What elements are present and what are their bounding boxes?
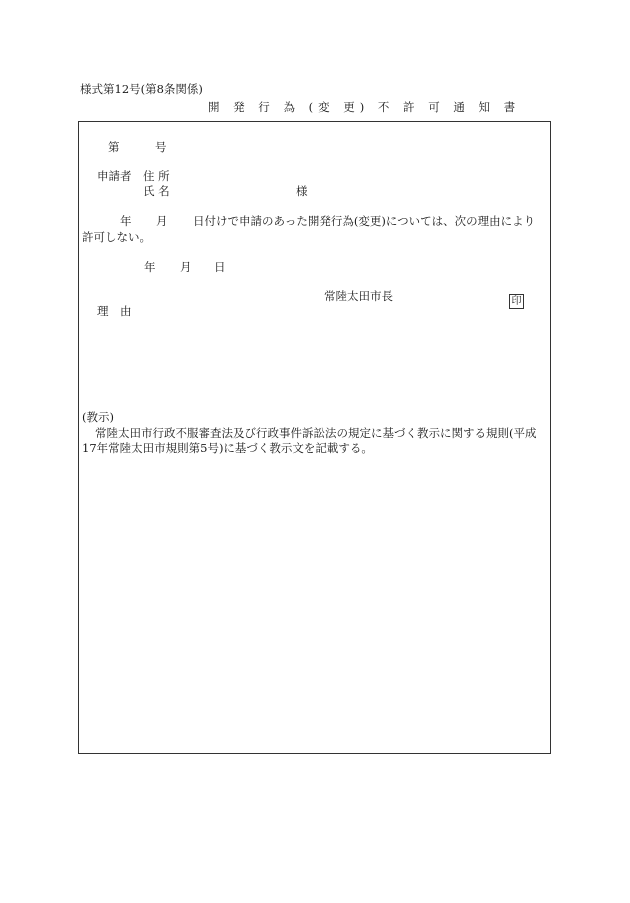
date-month: 月: [180, 260, 192, 274]
issuer-name: 常陸太田市長: [324, 289, 393, 303]
body-line2: 許可しない。: [82, 230, 151, 244]
body-year: 年: [120, 214, 132, 228]
instruction-line2: 17年常陸太田市規則第5号)に基づく教示文を記載する。: [82, 441, 373, 455]
number-go: 号: [155, 140, 167, 154]
name-label: 氏 名: [143, 184, 170, 198]
document-title: 開 発 行 為 (変 更) 不 許 可 通 知 書: [208, 100, 521, 114]
seal-mark: [509, 289, 524, 309]
body-month: 月: [156, 214, 168, 228]
address-label: 住 所: [143, 169, 170, 183]
instruction-heading: (教示): [82, 410, 114, 424]
form-label: 様式第12号(第8条関係): [80, 82, 203, 96]
date-day: 日: [214, 260, 226, 274]
seal-label: 印: [509, 294, 524, 309]
reason-label: 理 由: [97, 304, 132, 318]
instruction-line1: 常陸太田市行政不服審査法及び行政事件訴訟法の規定に基づく教示に関する規則(平成: [95, 426, 537, 440]
date-year: 年: [144, 260, 156, 274]
number-dai: 第: [108, 140, 120, 154]
body-line1: 日付けで申請のあった開発行為(変更)については、次の理由により: [193, 214, 536, 228]
applicant-label: 申請者: [97, 169, 132, 183]
honorific: 様: [296, 184, 308, 198]
